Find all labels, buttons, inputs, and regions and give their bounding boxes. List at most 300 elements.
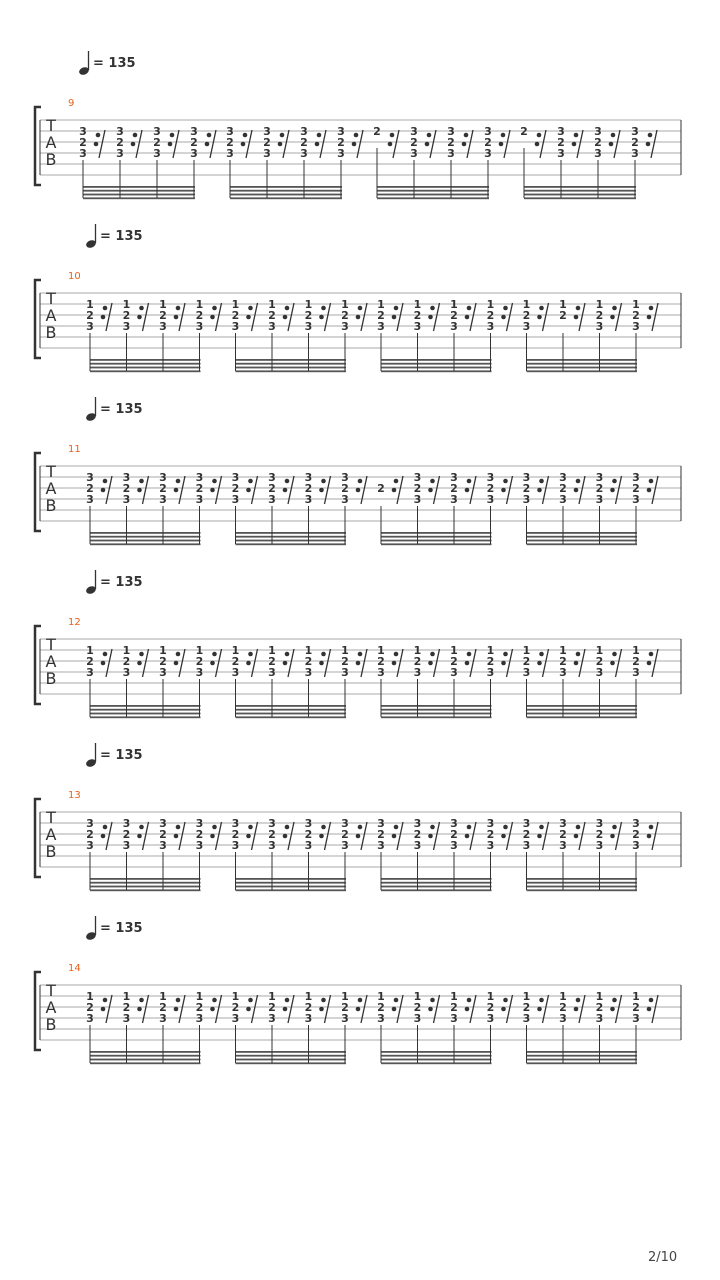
fret-number: 3 [153,147,161,160]
fret-number: 2 [122,309,131,322]
fret-number: 3 [486,1012,495,1025]
rest-flag-dot [101,488,106,493]
sixteenth-rest-icon [356,476,367,504]
fret-number: 3 [263,125,271,138]
fret-number: 3 [300,125,308,138]
fret-number: 3 [159,1012,167,1025]
fret-number: 3 [632,666,640,679]
fret-number: 2 [341,655,349,668]
fret-number: 1 [632,990,640,1003]
fret-number: 2 [341,1001,349,1014]
sixteenth-rest-icon [94,130,105,158]
rest-flag-dot [430,998,435,1003]
sixteenth-rest-icon [537,303,548,331]
rest-flag-dot [358,998,363,1003]
sixteenth-rest-icon [537,822,548,850]
tab-system-12 [35,570,681,718]
rest-flag-dot [649,998,654,1003]
beam [527,532,638,534]
beam [236,1059,347,1061]
fret-number: 3 [226,147,234,160]
beam [83,186,195,188]
fret-number: 3 [632,1012,640,1025]
fret-number: 3 [594,125,602,138]
beam [527,543,638,545]
fret-number: 3 [304,839,313,852]
beam [381,878,492,880]
sixteenth-rest-icon [137,822,148,850]
fret-number: 2 [159,1001,167,1014]
fret-number: 1 [486,990,495,1003]
tab-system-11 [35,397,681,545]
beam [377,186,489,188]
sixteenth-rest-icon [210,476,221,504]
fret-number: 1 [450,298,458,311]
measure-number: 11 [68,444,81,455]
rest-flag-dot [278,142,283,147]
fret-number: 2 [122,655,131,668]
sixteenth-rest-icon [174,822,185,850]
sixteenth-rest-icon [647,995,658,1023]
beam [527,367,638,369]
sixteenth-rest-icon [356,649,367,677]
fret-number: 3 [159,471,167,484]
beam-group [90,532,201,545]
rest-flag-dot [574,661,579,666]
beam [230,194,342,196]
fret-number: 2 [631,136,639,149]
sixteenth-rest-icon [647,649,658,677]
rest-flag-dot [176,479,181,484]
beam [236,543,347,545]
rest-flag-dot [610,661,615,666]
fret-number: 3 [341,493,349,506]
beam [381,367,492,369]
sixteenth-rest-icon [610,303,621,331]
rest-flag-dot [647,1007,652,1012]
rest-flag-dot [285,998,290,1003]
fret-number: 1 [195,298,204,311]
rest-flag-dot [649,652,654,657]
beam [377,190,489,192]
sixteenth-rest-icon [646,130,657,158]
rest-flag-dot [465,834,470,839]
fret-number: 3 [341,471,349,484]
fret-number: 1 [559,298,567,311]
beam-group [90,1051,201,1064]
rest-flag-dot [96,133,101,138]
sixteenth-rest-icon [137,303,148,331]
rest-flag-dot [499,142,504,147]
beam [381,1062,492,1064]
rest-flag-dot [321,825,326,830]
rest-flag-dot [246,488,251,493]
beam [381,543,492,545]
fret-number: 3 [153,125,161,138]
beam [381,882,492,884]
rest-flag-dot [174,315,179,320]
tab-system-14 [35,916,681,1064]
fret-number: 3 [522,1012,531,1025]
rest-flag-dot [210,315,215,320]
tab-clef-a: A [45,306,57,325]
fret-number: 3 [226,125,234,138]
rest-flag-dot [321,479,326,484]
beam-group [377,186,489,199]
beam [377,197,489,199]
fret-number: 2 [484,136,492,149]
sixteenth-rest-icon [283,649,294,677]
fret-number: 3 [231,471,240,484]
fret-number: 3 [450,817,458,830]
fret-number: 2 [413,828,422,841]
fret-number: 1 [632,644,640,657]
tab-system-13 [35,743,681,891]
rest-flag-dot [647,661,652,666]
fret-number: 1 [195,990,204,1003]
sixteenth-rest-icon [392,303,403,331]
fret-number: 3 [595,1012,604,1025]
beam-group [527,1051,638,1064]
fret-number: 2 [268,828,276,841]
fret-number: 3 [341,1012,349,1025]
fret-number: 3 [159,493,167,506]
beam [90,886,201,888]
rest-flag-dot [392,488,397,493]
measure-number: 12 [68,617,81,628]
fret-number: 3 [559,817,567,830]
beam-group [527,878,638,891]
fret-number: 2 [122,828,131,841]
rest-flag-dot [248,306,253,311]
beam [90,882,201,884]
fret-number: 1 [377,990,385,1003]
fret-number: 3 [486,839,495,852]
fret-number: 2 [559,828,567,841]
beam [90,1055,201,1057]
tab-clef-b: B [45,669,57,688]
fret-number: 3 [304,320,313,333]
beam [236,532,347,534]
sixteenth-rest-icon [465,476,476,504]
rest-flag-dot [212,479,217,484]
fret-number: 3 [268,839,276,852]
fret-number: 2 [632,828,640,841]
tempo-marking [85,224,142,249]
fret-number: 2 [231,828,240,841]
beam [527,716,638,718]
fret-number: 1 [122,644,131,657]
fret-number: 3 [632,839,640,852]
fret-number: 2 [159,828,167,841]
beam [90,713,201,715]
rest-flag-dot [321,652,326,657]
rest-flag-dot [285,479,290,484]
rest-flag-dot [576,652,581,657]
fret-number: 2 [116,136,124,149]
fret-number: 2 [377,828,385,841]
rest-flag-dot [280,133,285,138]
rest-flag-dot [576,998,581,1003]
sixteenth-rest-icon [465,822,476,850]
beam [527,363,638,365]
fret-number: 3 [195,817,204,830]
fret-number: 2 [486,309,495,322]
rest-flag-dot [246,661,251,666]
rest-flag-dot [394,998,399,1003]
rest-flag-dot [467,998,472,1003]
rest-flag-dot [649,306,654,311]
fret-number: 3 [450,471,458,484]
beam [527,370,638,372]
sixteenth-rest-icon [574,303,585,331]
sixteenth-rest-icon [101,303,112,331]
fret-number: 3 [595,839,604,852]
fret-number: 1 [86,644,94,657]
fret-number: 2 [195,309,204,322]
rest-flag-dot [248,479,253,484]
fret-number: 3 [559,1012,567,1025]
rest-flag-dot [392,315,397,320]
tempo-text: = 135 [100,748,143,763]
sixteenth-rest-icon [425,130,436,158]
rest-flag-dot [501,661,506,666]
rest-flag-dot [394,479,399,484]
beam [381,540,492,542]
fret-number: 2 [268,482,276,495]
rest-flag-dot [467,825,472,830]
fret-number: 3 [122,817,131,830]
sixteenth-rest-icon [315,130,326,158]
fret-number: 3 [377,817,385,830]
sixteenth-rest-icon [572,130,583,158]
fret-number: 1 [341,298,349,311]
beam-group [90,705,201,718]
rest-flag-dot [103,825,108,830]
sixteenth-rest-icon [278,130,289,158]
tab-clef-t: T [46,981,56,1000]
fret-number: 1 [231,644,240,657]
fret-number: 3 [268,817,276,830]
sixteenth-rest-icon [356,303,367,331]
beam [381,709,492,711]
tab-clef-a: A [45,825,57,844]
rest-flag-dot [574,1007,579,1012]
beam [527,713,638,715]
measure-number: 10 [68,271,81,282]
sixteenth-rest-icon [647,822,658,850]
fret-number: 3 [557,125,565,138]
measure-number: 9 [68,98,75,109]
beam [381,363,492,365]
rest-flag-dot [248,998,253,1003]
fret-number: 1 [268,298,276,311]
beam [236,367,347,369]
fret-number: 3 [632,320,640,333]
fret-number: 3 [231,839,240,852]
sixteenth-rest-icon [499,130,510,158]
fret-number: 2 [268,655,276,668]
fret-number: 1 [341,990,349,1003]
sixteenth-rest-icon [131,130,142,158]
fret-number: 1 [86,990,94,1003]
fret-number: 3 [557,147,565,160]
fret-number: 2 [86,309,94,322]
rest-flag-dot [358,652,363,657]
fret-number: 2 [195,1001,204,1014]
beam [236,536,347,538]
sixteenth-rest-icon [428,995,439,1023]
rest-flag-dot [425,142,430,147]
fret-number: 3 [304,666,313,679]
fret-number: 3 [86,493,94,506]
fret-number: 3 [159,839,167,852]
rest-flag-dot [501,315,506,320]
fret-number: 3 [450,839,458,852]
fret-number: 1 [559,990,567,1003]
fret-number: 3 [631,125,639,138]
fret-number: 2 [341,309,349,322]
rest-flag-dot [501,1007,506,1012]
fret-number: 3 [413,493,422,506]
rest-flag-dot [465,1007,470,1012]
fret-number: 3 [413,471,422,484]
rest-flag-dot [612,998,617,1003]
tab-clef-b: B [45,842,57,861]
fret-number: 3 [522,471,531,484]
sixteenth-rest-icon [137,995,148,1023]
rest-flag-dot [539,825,544,830]
rest-flag-dot [137,1007,142,1012]
fret-number: 3 [116,125,124,138]
beam [524,186,636,188]
fret-number: 2 [86,1001,94,1014]
fret-number: 2 [79,136,87,149]
fret-number: 1 [413,298,422,311]
rest-flag-dot [356,661,361,666]
rest-flag-dot [319,1007,324,1012]
sixteenth-rest-icon [241,130,252,158]
rest-flag-dot [539,306,544,311]
fret-number: 3 [486,493,495,506]
fret-number: 3 [122,320,131,333]
fret-number: 1 [231,298,240,311]
rest-flag-dot [168,142,173,147]
beam [527,882,638,884]
beam [527,709,638,711]
fret-number: 3 [341,817,349,830]
fret-number: 3 [559,493,567,506]
sixteenth-rest-icon [246,303,257,331]
fret-number: 1 [122,990,131,1003]
fret-number: 2 [190,136,198,149]
sixteenth-rest-icon [210,995,221,1023]
rest-flag-dot [101,1007,106,1012]
beam-group [230,186,342,199]
fret-number: 1 [450,644,458,657]
beam [381,1051,492,1053]
rest-flag-dot [285,306,290,311]
sixteenth-rest-icon [319,995,330,1023]
beam [524,194,636,196]
sixteenth-rest-icon [428,303,439,331]
fret-number: 3 [304,1012,313,1025]
fret-number: 2 [231,482,240,495]
beam [236,878,347,880]
rest-flag-dot [248,652,253,657]
beam [236,716,347,718]
tab-clef-t: T [46,462,56,481]
fret-number: 3 [122,666,131,679]
beam [236,1055,347,1057]
fret-number: 2 [304,828,313,841]
beam-group [90,878,201,891]
fret-number: 3 [122,471,131,484]
fret-number: 1 [159,298,167,311]
rest-flag-dot [137,315,142,320]
tempo-text: = 135 [93,56,136,71]
rest-flag-dot [212,998,217,1003]
tab-clef-t: T [46,635,56,654]
sixteenth-rest-icon [101,995,112,1023]
rest-flag-dot [428,661,433,666]
beam [527,1059,638,1061]
rest-flag-dot [174,1007,179,1012]
rest-flag-dot [315,142,320,147]
beam [381,716,492,718]
fret-number: 3 [410,147,418,160]
beam [236,709,347,711]
fret-number: 1 [304,644,313,657]
beam [90,359,201,361]
fret-number: 3 [595,471,604,484]
sixteenth-rest-icon [210,649,221,677]
sixteenth-rest-icon [647,476,658,504]
fret-number: 3 [86,320,94,333]
fret-number: 3 [632,817,640,830]
rest-flag-dot [467,652,472,657]
fret-number: 2 [413,1001,422,1014]
sixteenth-rest-icon [537,995,548,1023]
sixteenth-rest-icon [210,303,221,331]
rest-flag-dot [354,133,359,138]
fret-number: 3 [632,471,640,484]
fret-number: 2 [195,655,204,668]
beam [524,197,636,199]
rest-flag-dot [176,825,181,830]
beam-group [527,532,638,545]
fret-number: 2 [486,655,495,668]
rest-flag-dot [535,142,540,147]
fret-number: 3 [195,320,204,333]
beam-group [381,532,492,545]
rest-flag-dot [321,306,326,311]
tab-clef-a: A [45,998,57,1017]
beam [90,540,201,542]
fret-number: 1 [268,990,276,1003]
rest-flag-dot [174,488,179,493]
fret-number: 2 [159,655,167,668]
rest-flag-dot [428,315,433,320]
fret-number: 3 [377,1012,385,1025]
beam-group [90,359,201,372]
rest-flag-dot [503,306,508,311]
fret-number: 2 [413,482,422,495]
rest-flag-dot [537,834,542,839]
fret-number: 1 [595,644,604,657]
sixteenth-rest-icon [501,476,512,504]
fret-number: 1 [413,990,422,1003]
